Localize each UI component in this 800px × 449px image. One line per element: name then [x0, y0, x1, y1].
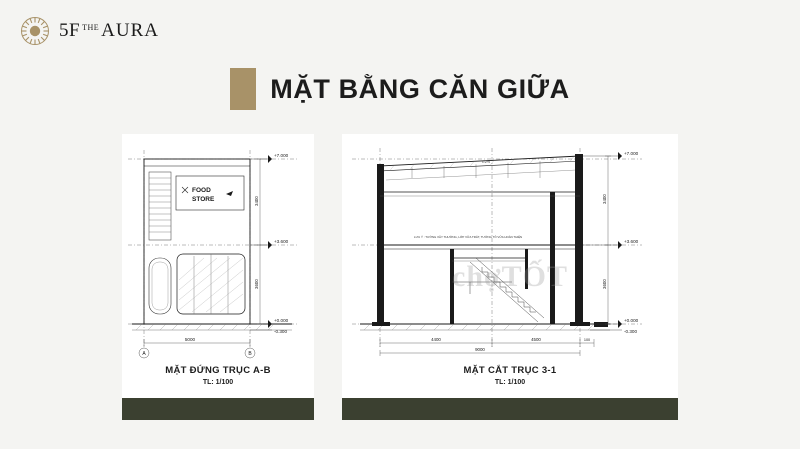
level-label-2: +3.600 — [274, 239, 289, 244]
title-accent-swatch — [230, 68, 256, 110]
svg-text:STORE: STORE — [192, 196, 215, 203]
panel-caption-elevation — [122, 365, 314, 386]
dim-vertical-2: 3600 — [254, 279, 259, 289]
brand-name-secondary: AURA — [101, 20, 159, 41]
caption-scale: TL: 1/100 — [202, 379, 234, 386]
dim-vertical-2: 3600 — [602, 279, 607, 289]
grid-mark-a: A — [142, 351, 146, 357]
level-label-4: -0.300 — [274, 329, 288, 334]
level-label-4: -0.300 — [624, 329, 638, 334]
dim-horizontal-1: 4400 — [431, 337, 441, 342]
dim-horizontal-4: 100 — [583, 338, 591, 342]
grid-mark-b: B — [248, 351, 252, 357]
drawing-panel-section — [342, 134, 678, 420]
sun-emblem-icon — [18, 14, 52, 48]
section-note: LƯU Ý : TƯỜNG XÂY THƯỜNG, LỚP VỮA TRÁT, TƯỜNG TÔ VỮA HOÀN THIỆN — [414, 235, 523, 239]
level-label-2: +3.600 — [624, 239, 639, 244]
drawing-panel-elevation — [122, 134, 314, 420]
page-title — [0, 68, 800, 110]
level-label-3: +0.000 — [624, 318, 639, 323]
svg-text:i=2%: i=2% — [482, 160, 491, 164]
dim-vertical-1: 3400 — [254, 196, 259, 206]
brand-wordmark — [59, 20, 159, 42]
page-title-text: MẶT BẰNG CĂN GIỮA — [270, 73, 570, 104]
caption-scale: TL: 1/100 — [494, 379, 526, 386]
brand-name-primary: 5F — [59, 20, 81, 41]
brand-name-sup: THE — [82, 23, 100, 32]
level-label-1: +7.000 — [274, 153, 289, 158]
brand-logo — [18, 14, 159, 48]
caption-title: MẶT ĐỨNG TRỤC A-B — [165, 365, 271, 376]
svg-text:FOOD: FOOD — [192, 187, 211, 194]
dim-horizontal-2: 9000 — [475, 347, 485, 352]
panel-footer-bar — [342, 398, 678, 420]
drawing-panels — [0, 134, 800, 420]
level-label-3: +0.000 — [274, 318, 289, 323]
watermark: chợTỐT — [452, 260, 568, 293]
dim-horizontal-3: 4500 — [531, 337, 541, 342]
caption-title: MẶT CẮT TRỤC 3-1 — [463, 365, 557, 376]
level-label-1: +7.000 — [624, 151, 639, 156]
dim-horizontal-1: 5000 — [184, 337, 196, 342]
dim-vertical-1: 3400 — [602, 194, 607, 204]
panel-caption-section — [342, 365, 678, 386]
panel-footer-bar — [122, 398, 314, 420]
